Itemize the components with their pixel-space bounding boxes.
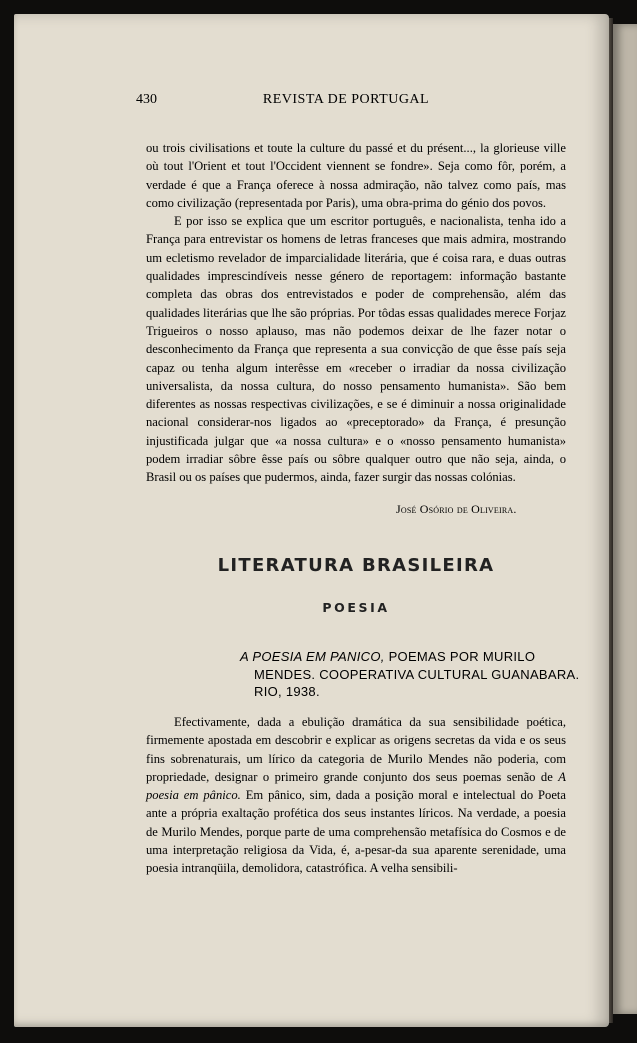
journal-title: REVISTA DE PORTUGAL [262,92,430,107]
review-text-part: Em pânico, sim, dada a posição moral e intelectual do Poeta ante a própria exaltação profética dos seus instantes líricos. Na verdade, a poesia de Murilo Mendes, porque parte de uma comprehensão metafísica do Cosmos e de uma interpretação religiosa da Vida, é, a-pesar-da sua aparente serenidade, uma poesia intranqüila, demolidora, catastrófica. A velha sensibili- [146,788,566,876]
section-title: LITERATURA BRASILEIRA [217,555,495,576]
previous-article-text [146,139,566,487]
book-details: POEMAS POR MURILO MENDES. COOPERATIVA CULTURAL GUANABARA. RIO, 1938. [254,649,580,699]
book-title: A POESIA EM PANICO, [240,649,385,664]
book-title-italic: A poesia em pânico. [146,769,566,803]
review-heading [240,648,584,701]
paragraph: E por isso se explica que um escritor português, e nacionalista, tenha ido a França para entrevistar os homens de letras franceses que mais admira, mostrando um ecletismo revelador de imparcialidade literária, que é coisa rara, e duas outras qualidades imprescindíveis nesse género de reportagem: informação bastante completa das obras dos entrevistados e poder de comprehensão, além das qualidades literárias que lhe são próprias. Por tôdas essas qualidades merece Forjaz Trigueiros o nosso aplauso, mas não podemos deixar de lhe fazer notar o desconhecimento da França que representa a sua convicção de que êsse país seja capaz ou tenha algum interêsse em «receber o irradiar da nossa civilização universalista, da nossa cultura, do nosso pensamento humanista». São bem diferentes as nossas respectivas civilizações, e se é diminuir a nossa originalidade nacional considerar-nos ligados ao «preceptorado» da França, é presunção injustificada julgar que «a nossa cultura» e o «nosso pensamento humanista» podem irradiar sôbre êsse país ou sôbre qualquer outro que não seja, ainda, o Brasil ou os países que pudermos, ainda, fazer surgir das nossas colónias. [146,214,566,485]
review-text-part: Efectivamente, dada a ebulição dramática da sua sensibilidade poética, firmemente apostada em descobrir e explicar as origens secretas da vida e os seus fins sobrenaturais, um lírico da categoria de Murilo Mendes não poderia, com propriedade, designar o primeiro grande conjunto dos seus poemas senão de [146,715,566,784]
next-page-edge [613,24,637,1014]
subsection-title: POESIA [322,600,390,615]
running-header [136,92,556,110]
paragraph [146,713,566,878]
page-number: 430 [136,92,157,107]
author-signature: José Osório de Oliveira. [396,502,517,516]
paragraph: ou trois civilisations et toute la culture du passé et du présent..., la glorieuse ville où tout l'Orient et tout l'Occident viennent se fondre». Seja como fôr, porém, a verdade é que a França oferece à nossa admiração, não talvez como país, mas como civilização (representada por Paris), uma obra-prima do génio dos povos. [146,141,566,210]
review-text [146,713,566,878]
